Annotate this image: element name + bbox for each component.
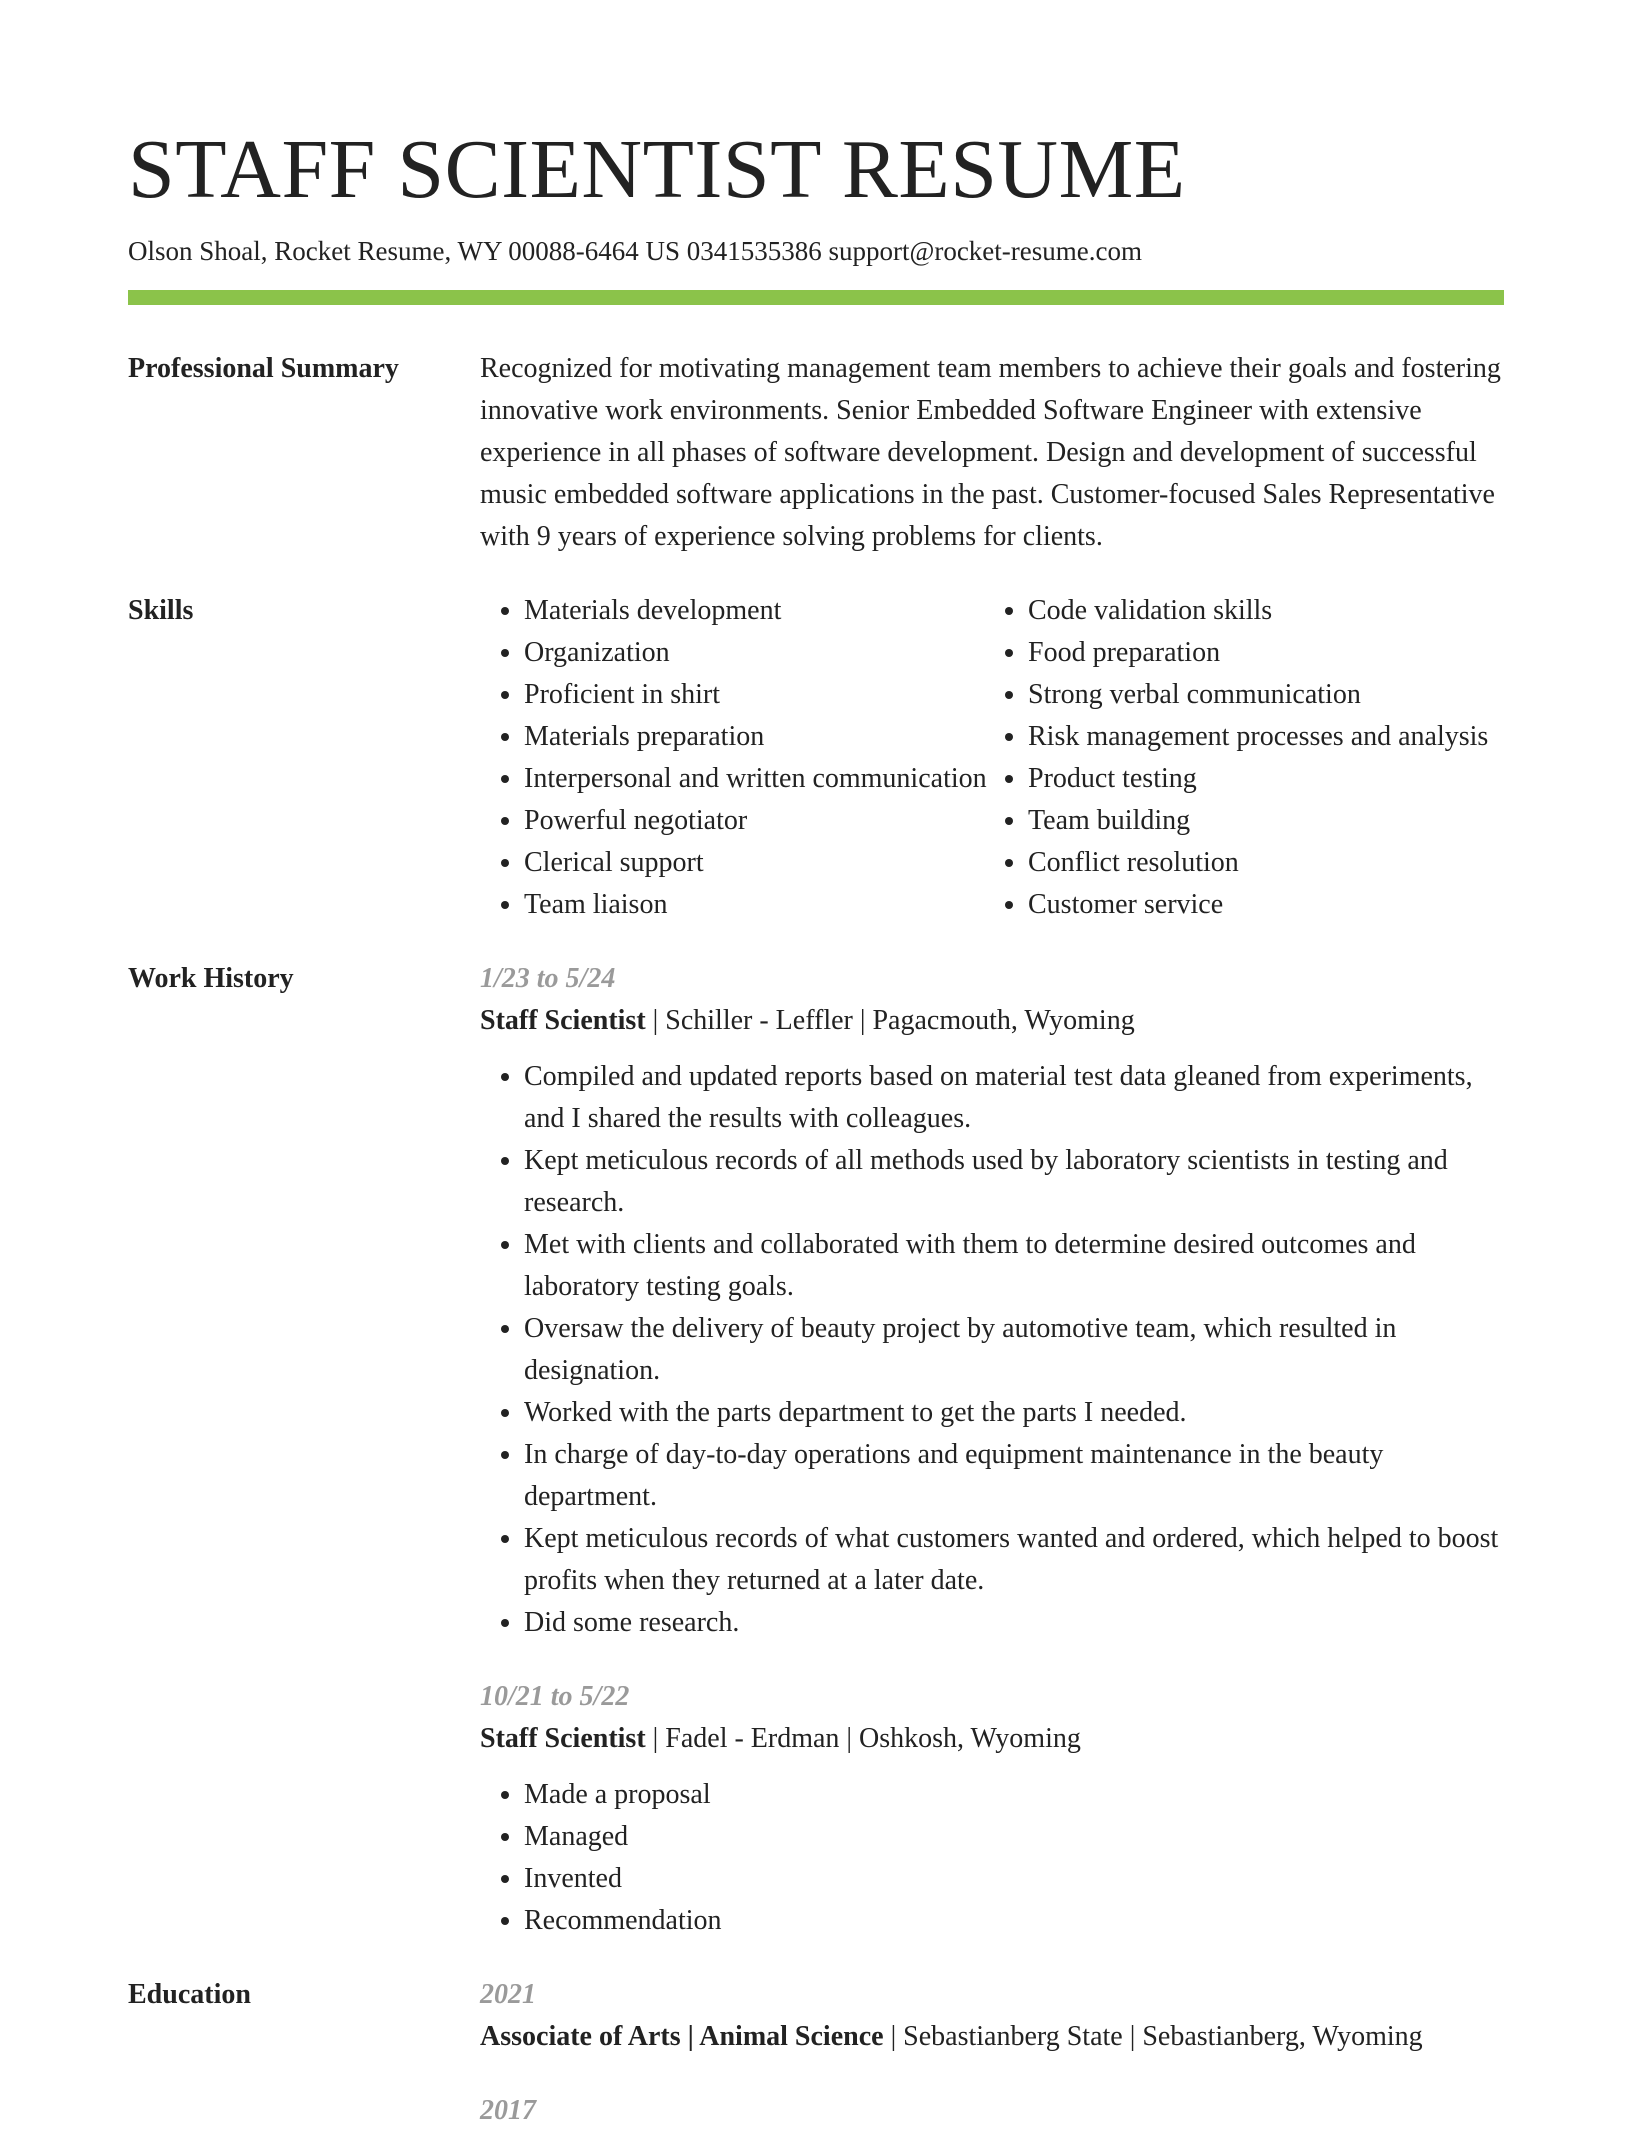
job-bullet: • In charge of day-to-day operations and equipment maintenance in the beauty department. (524, 1434, 1504, 1518)
job-bullet: • Managed (524, 1816, 1504, 1858)
job-bullets (480, 1056, 1504, 1644)
skill-item: • Materials preparation (524, 716, 984, 758)
education-entry (480, 1974, 1504, 2058)
job-bullet: • Did some research. (524, 1602, 1504, 1644)
job-entry (480, 1676, 1504, 1942)
skill-item: • Conflict resolution (1028, 842, 1504, 884)
job-bullet: • Kept meticulous records of what customers wanted and ordered, which helped to boost profits when they returned at a later date. (524, 1518, 1504, 1602)
contact-line: Olson Shoal, Rocket Resume, WY 00088-6464 US 0341535386 support@rocket-resume.com (128, 236, 1142, 266)
skill-item: • Strong verbal communication (1028, 674, 1504, 716)
education-body (480, 1974, 1504, 2132)
skill-item: • Team building (1028, 800, 1504, 842)
section-title-work-history: Work History (128, 963, 294, 994)
job-bullet: • Made a proposal (524, 1774, 1504, 1816)
job-dates: 1/23 to 5/24 (480, 963, 616, 994)
education-year: 2017 (480, 2095, 536, 2126)
skill-item: • Clerical support (524, 842, 984, 884)
accent-divider (128, 290, 1504, 305)
summary-text: Recognized for motivating management team members to achieve their goals and fostering innovative work environments. Senior Embedded Software Engineer with extensive experience in all phases of software development. Design and development of successful music embedded software applications in the past. Customer-focused Sales Representative with 9 years of experience solving problems for clients. (480, 353, 1501, 552)
job-position: Staff Scientist (480, 1723, 646, 1754)
skill-item: • Customer service (1028, 884, 1504, 926)
skills-column-1 (480, 590, 987, 926)
skill-item: • Risk management processes and analysis (1028, 716, 1504, 758)
work-history-section (128, 958, 1504, 1942)
education-degree-line (480, 2016, 1504, 2058)
education-school-location: | Sebastianberg State | Sebastianberg, Wyoming (883, 2021, 1423, 2052)
resume-title: STAFF SCIENTIST RESUME (128, 123, 1186, 216)
job-employer-location: | Schiller - Leffler | Pagacmouth, Wyoming (645, 1005, 1135, 1036)
job-position: Staff Scientist (480, 1005, 646, 1036)
skill-item: • Organization (524, 632, 984, 674)
job-bullet: • Kept meticulous records of all methods used by laboratory scientists in testing and research. (524, 1140, 1504, 1224)
job-bullet: • Met with clients and collaborated with them to determine desired outcomes and laboratory testing goals. (524, 1224, 1504, 1308)
resume-page (128, 0, 1504, 2132)
job-employer-location: | Fadel - Erdman | Oshkosh, Wyoming (645, 1723, 1081, 1754)
job-bullet: • Invented (524, 1858, 1504, 1900)
skill-item: • Food preparation (1028, 632, 1504, 674)
education-section (128, 1974, 1504, 2132)
section-title-education: Education (128, 1979, 251, 2010)
job-title-line (480, 1000, 1504, 1042)
education-degree: Associate of Arts | Animal Science (480, 2021, 884, 2052)
skill-item: • Code validation skills (1028, 590, 1504, 632)
job-bullet: • Oversaw the delivery of beauty project by automotive team, which resulted in designation. (524, 1308, 1504, 1392)
skill-item: • Interpersonal and written communication (524, 758, 984, 800)
job-bullet: • Compiled and updated reports based on material test data gleaned from experiments, and I shared the results with colleagues. (524, 1056, 1504, 1140)
skill-item: • Proficient in shirt (524, 674, 984, 716)
summary-body (480, 348, 1504, 558)
job-dates: 10/21 to 5/22 (480, 1681, 630, 1712)
section-title-summary: Professional Summary (128, 353, 399, 384)
job-bullet: • Worked with the parts department to get the parts I needed. (524, 1392, 1504, 1434)
education-entry (480, 2090, 1504, 2132)
skill-item: • Materials development (524, 590, 984, 632)
job-bullets (480, 1774, 1504, 1942)
job-title-line (480, 1718, 1504, 1760)
skills-columns (480, 590, 1504, 926)
work-history-body (480, 958, 1504, 1942)
skill-item: • Powerful negotiator (524, 800, 984, 842)
job-entry (480, 958, 1504, 1644)
summary-section (128, 348, 1504, 558)
education-year: 2021 (480, 1979, 536, 2010)
skills-section (128, 590, 1504, 926)
section-title-skills: Skills (128, 595, 194, 626)
job-bullet: • Recommendation (524, 1900, 1504, 1942)
skill-item: • Product testing (1028, 758, 1504, 800)
skills-column-2 (984, 590, 1504, 926)
skill-item: • Team liaison (524, 884, 984, 926)
